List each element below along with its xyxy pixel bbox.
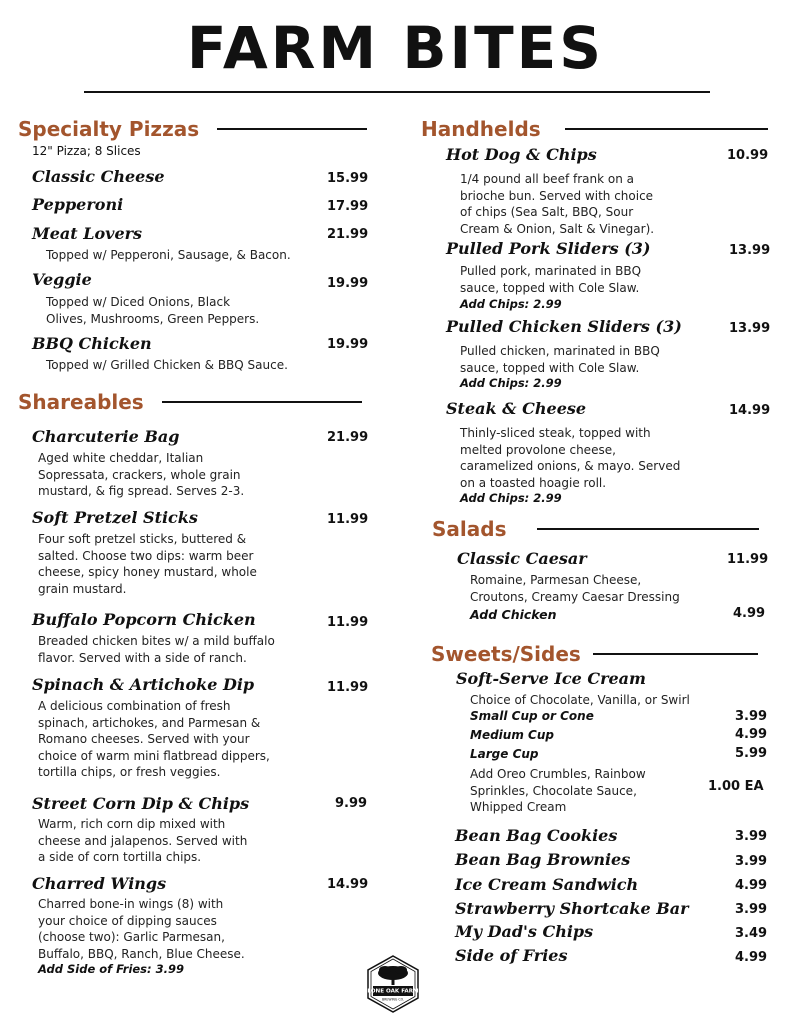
menu-item-name: Pulled Pork Sliders (3): [446, 239, 651, 258]
menu-item-price: 3.49: [735, 926, 768, 941]
menu-item-name: Strawberry Shortcake Bar: [455, 899, 689, 918]
menu-item-description: Topped w/ Grilled Chicken & BBQ Sauce.: [46, 358, 288, 372]
menu-item-description: Four soft pretzel sticks, buttered & salted. Choose two dips: warm beer cheese, spicy honey mustard, whole grain mustard.: [38, 532, 257, 596]
logo-name: LONE OAK FARM: [367, 988, 419, 995]
menu-item-price: 11.99: [327, 615, 369, 630]
menu-item-price: 11.99: [327, 680, 369, 695]
menu-item-name: Soft-Serve Ice Cream: [456, 669, 646, 688]
menu-item-addon: Add Chips: 2.99: [460, 491, 562, 505]
oak-tree-icon: [364, 955, 422, 1013]
menu-item-name: Ice Cream Sandwich: [455, 875, 639, 894]
size-option: Medium Cup: [470, 728, 554, 742]
menu-item-addon: Add Chips: 2.99: [460, 297, 562, 311]
menu-item-price: 21.99: [327, 430, 369, 445]
size-option: Small Cup or Cone: [470, 709, 594, 723]
size-price: 4.99: [735, 727, 768, 742]
size-price: 5.99: [735, 746, 768, 761]
menu-item-name: Steak & Cheese: [446, 399, 587, 418]
menu-item-description: Thinly-sliced steak, topped with melted provolone cheese, caramelized onions, & mayo. Served on a toasted hoagie roll.: [460, 426, 681, 490]
menu-item-description: Charred bone-in wings (8) with your choice of dipping sauces (choose two): Garlic Parmesan, Buffalo, BBQ, Ranch, Blue Cheese.: [38, 897, 245, 961]
brewery-logo: [364, 955, 422, 1013]
menu-item-price: 11.99: [327, 512, 369, 527]
menu-item-price: 4.99: [735, 878, 768, 893]
menu-item-name: Buffalo Popcorn Chicken: [32, 610, 256, 629]
menu-item-addon: Add Chicken: [470, 607, 557, 622]
menu-item-name: BBQ Chicken: [32, 334, 152, 353]
menu-item-description: Romaine, Parmesan Cheese, Croutons, Creamy Caesar Dressing: [470, 573, 680, 604]
toppings-price: 1.00 EA: [708, 779, 764, 794]
menu-item-description: Topped w/ Pepperoni, Sausage, & Bacon.: [46, 248, 291, 262]
menu-item-price: 13.99: [729, 243, 771, 258]
section-rule: [217, 128, 367, 130]
section-rule: [537, 528, 759, 530]
section-rule: [162, 401, 362, 403]
menu-item-description: Pulled chicken, marinated in BBQ sauce, topped with Cole Slaw.: [460, 344, 660, 375]
menu-item-name: Soft Pretzel Sticks: [32, 508, 198, 527]
section-heading-pizzas: Specialty Pizzas: [18, 117, 200, 141]
menu-item-name: Bean Bag Brownies: [455, 850, 631, 869]
size-option: Large Cup: [470, 747, 539, 761]
menu-item-name: Spinach & Artichoke Dip: [32, 675, 255, 694]
menu-item-name: Meat Lovers: [32, 224, 143, 243]
section-heading-sweets: Sweets/Sides: [431, 642, 581, 666]
icecream-choice: Choice of Chocolate, Vanilla, or Swirl: [470, 693, 690, 707]
menu-item-addon: Add Side of Fries: 3.99: [38, 962, 185, 976]
menu-item-price: 14.99: [729, 403, 771, 418]
section-heading-shareables: Shareables: [18, 390, 144, 414]
menu-item-price: 15.99: [327, 171, 369, 186]
menu-item-price: 3.99: [735, 854, 768, 869]
menu-item-price: 3.99: [735, 829, 768, 844]
menu-item-name: Pulled Chicken Sliders (3): [446, 317, 682, 336]
menu-item-description: Warm, rich corn dip mixed with cheese and jalapenos. Served with a side of corn tortilla chips.: [38, 817, 248, 864]
menu-item-name: Bean Bag Cookies: [455, 826, 618, 845]
menu-item-description: 1/4 pound all beef frank on a brioche bun. Served with choice of chips (Sea Salt, BBQ, Sour Cream & Onion, Salt & Vinegar).: [460, 172, 655, 236]
menu-item-name: My Dad's Chips: [455, 922, 594, 941]
menu-item-description: Pulled pork, marinated in BBQ sauce, topped with Cole Slaw.: [460, 264, 642, 295]
menu-item-price: 10.99: [727, 148, 769, 163]
menu-item-addon: Add Chips: 2.99: [460, 376, 562, 390]
size-price: 3.99: [735, 709, 768, 724]
section-rule: [565, 128, 768, 130]
pizza-size-note: 12" Pizza; 8 Slices: [32, 144, 141, 158]
menu-item-price: 14.99: [327, 877, 369, 892]
title-divider: [84, 91, 710, 93]
menu-item-price: 19.99: [327, 337, 369, 352]
menu-item-name: Veggie: [32, 270, 92, 289]
menu-item-description: Breaded chicken bites w/ a mild buffalo flavor. Served with a side of ranch.: [38, 634, 275, 665]
menu-item-price: 19.99: [327, 276, 369, 291]
section-heading-salads: Salads: [432, 517, 507, 541]
menu-item-price: 3.99: [735, 902, 768, 917]
menu-item-description: Topped w/ Diced Onions, Black Olives, Mushrooms, Green Peppers.: [46, 295, 260, 326]
section-rule: [593, 653, 758, 655]
menu-item-price: 17.99: [327, 199, 369, 214]
menu-item-description: A delicious combination of fresh spinach, artichokes, and Parmesan & Romano cheeses. Served with your choice of warm mini flatbread dippers, tortilla chips, or fresh veggies.: [38, 699, 270, 779]
menu-item-price: 4.99: [735, 950, 768, 965]
menu-item-name: Pepperoni: [32, 195, 124, 214]
page-title: FARM BITES: [186, 14, 605, 82]
menu-item-name: Charred Wings: [32, 874, 167, 893]
menu-item-price: 9.99: [335, 796, 368, 811]
menu-item-price: 11.99: [727, 552, 769, 567]
menu-item-name: Hot Dog & Chips: [446, 145, 597, 164]
menu-item-name: Side of Fries: [455, 946, 568, 965]
section-heading-handhelds: Handhelds: [421, 117, 541, 141]
menu-item-price: 21.99: [327, 227, 369, 242]
addon-price: 4.99: [733, 606, 766, 621]
menu-item-name: Classic Cheese: [32, 167, 165, 186]
menu-item-name: Classic Caesar: [457, 549, 587, 568]
menu-item-description: Aged white cheddar, Italian Sopressata, crackers, whole grain mustard, & fig spread. Serves 2-3.: [38, 451, 245, 498]
menu-item-price: 13.99: [729, 321, 771, 336]
icecream-toppings: Add Oreo Crumbles, Rainbow Sprinkles, Chocolate Sauce, Whipped Cream: [470, 767, 646, 814]
menu-item-name: Charcuterie Bag: [32, 427, 180, 446]
logo-subtitle: BREWING CO.: [382, 997, 404, 1002]
menu-item-name: Street Corn Dip & Chips: [32, 794, 250, 813]
